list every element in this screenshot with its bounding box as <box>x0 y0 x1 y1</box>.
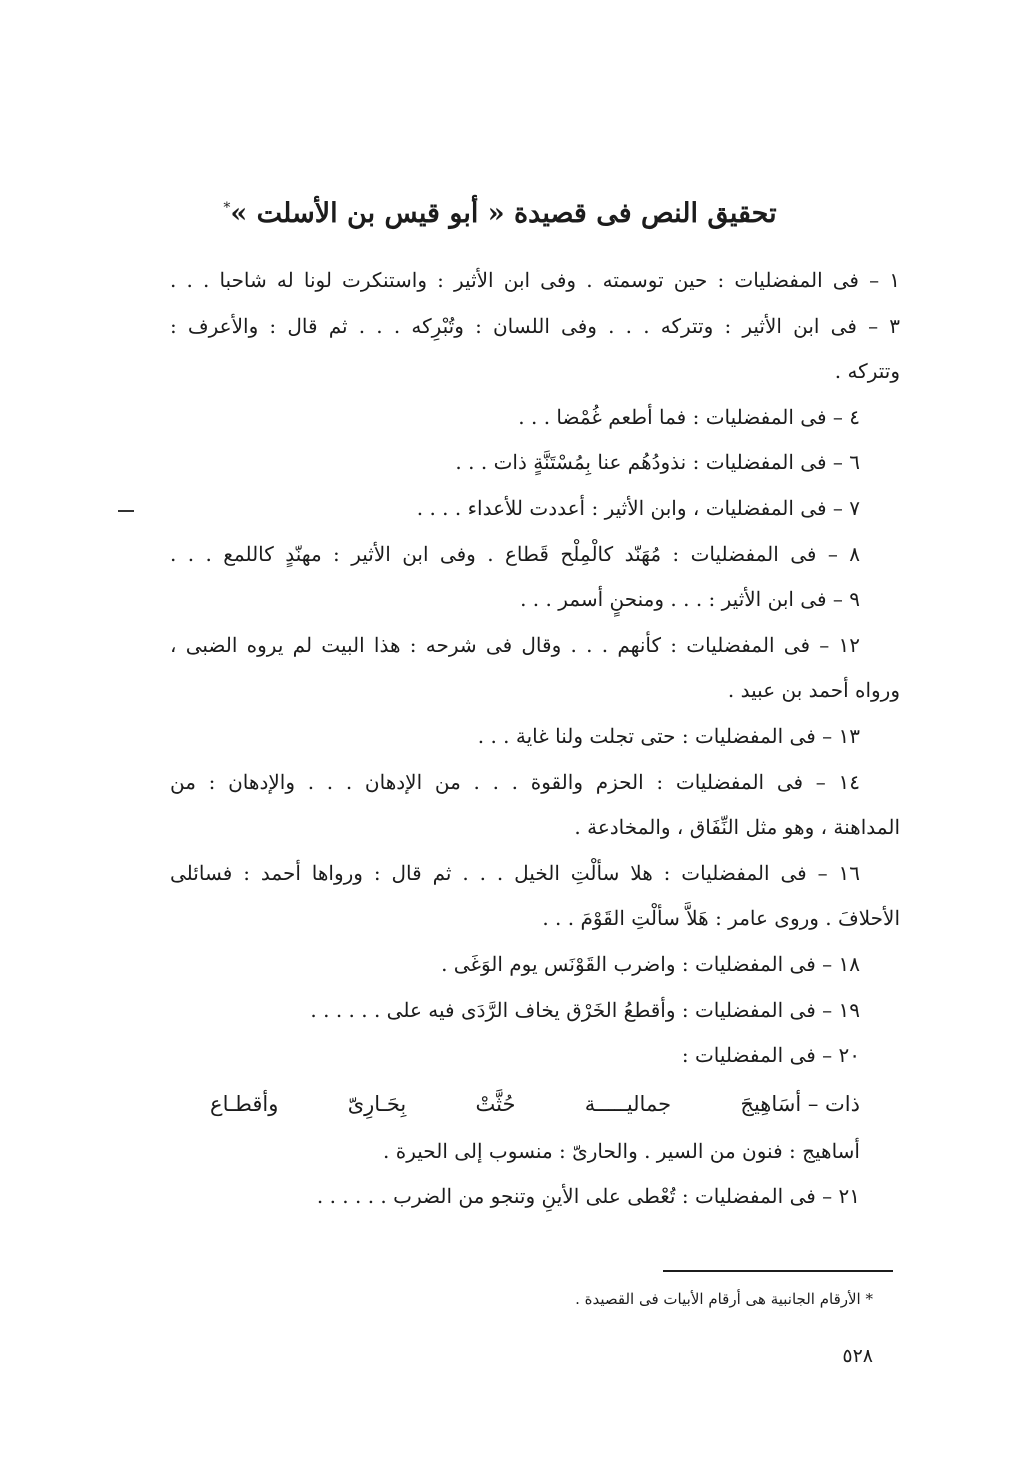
note-line-3: ٣ – فى ابن الأثير : وتتركه . . . وفى اللسان : وتُبْرِكه . . . ثم قال : والأعرف : <box>170 313 900 338</box>
note-line-3-continued: وتتركه . <box>834 359 900 384</box>
footnote-divider <box>663 1270 893 1272</box>
verse-word: ذات – أسَاهِيجَ <box>740 1091 860 1116</box>
verse-word: وأقطـاع <box>210 1091 279 1116</box>
verse-word: جماليـــــة <box>584 1091 672 1116</box>
note-line-14: ١٤ – فى المفضليات : الحزم والقوة . . . من الإدهان . . . والإدهان : من <box>170 769 860 794</box>
verse-gloss: أساهيج : فنون من السير . والحارىّ : منسوب إلى الحيرة . <box>383 1138 860 1163</box>
title-footnote-mark: * <box>223 200 231 216</box>
note-line-16-continued: الأحلافَ . وروى عامر : هَلاَّ سألْتِ القَوْمَ . . . <box>542 906 900 931</box>
page-number: ٥٢٨ <box>842 1345 873 1367</box>
note-line-7: ٧ – فى المفضليات ، وابن الأثير : أعددت للأعداء . . . . <box>416 495 860 520</box>
text-body <box>170 258 900 1220</box>
note-line-14-continued: المداهنة ، وهو مثل النِّفَاق ، والمخادعة . <box>574 815 900 840</box>
note-line-9: ٩ – فى ابن الأثير : . . . ومنحنٍ أسمر . . . <box>520 587 860 612</box>
note-line-12-continued: ورواه أحمد بن عبيد . <box>727 678 900 703</box>
note-line-4: ٤ – فى المفضليات : فما أطعم غُمْضا . . . <box>518 404 860 429</box>
note-line-16: ١٦ – فى المفضليات : هلا سألْتِ الخيل . . . ثم قال : ورواها أحمد : فسائلى <box>170 860 860 885</box>
note-line-13: ١٣ – فى المفضليات : حتى تجلت ولنا غاية . . . <box>477 723 860 748</box>
note-line-21: ٢١ – فى المفضليات : تُعْطى على الأينِ وتنجو من الضرب . . . . . . <box>316 1184 860 1209</box>
note-line-19: ١٩ – فى المفضليات : وأقطعُ الخَرْق يخاف الرَّدَى فيه على . . . . . . <box>310 997 860 1022</box>
margin-mark <box>118 510 134 512</box>
note-line-6: ٦ – فى المفضليات : نذودُهُم عنا بِمُسْتَنَّةٍ ذات . . . <box>455 450 860 475</box>
verse-word: بِحَـارِىّ <box>347 1091 407 1116</box>
note-line-1: ١ – فى المفضليات : حين توسمته . وفى ابن الأثير : واستنكرت لونا له شاحبا . . . <box>170 268 900 292</box>
title-text: تحقيق النص فى قصيدة « أبو قيس بن الأسلت » <box>230 198 777 229</box>
footnote: * الأرقام الجانبية هى أرقام الأبيات فى القصيدة . <box>575 1290 873 1308</box>
note-line-20: ٢٠ – فى المفضليات : <box>681 1043 860 1068</box>
note-line-18: ١٨ – فى المفضليات : واضرب القَوْنَس يوم الوَغَى . <box>441 951 860 976</box>
page-title <box>150 198 850 229</box>
note-line-8: ٨ – فى المفضليات : مُهَنّد كالْمِلْح قَطاع . وفى ابن الأثير : مهنّدٍ كاللمع . . . <box>170 541 860 566</box>
verse-word: حُثَّتْ <box>475 1091 516 1116</box>
quoted-verse <box>170 1079 900 1129</box>
note-line-12: ١٢ – فى المفضليات : كأنهم . . . وقال فى شرحه : هذا البيت لم يروه الضبى ، <box>170 632 860 657</box>
